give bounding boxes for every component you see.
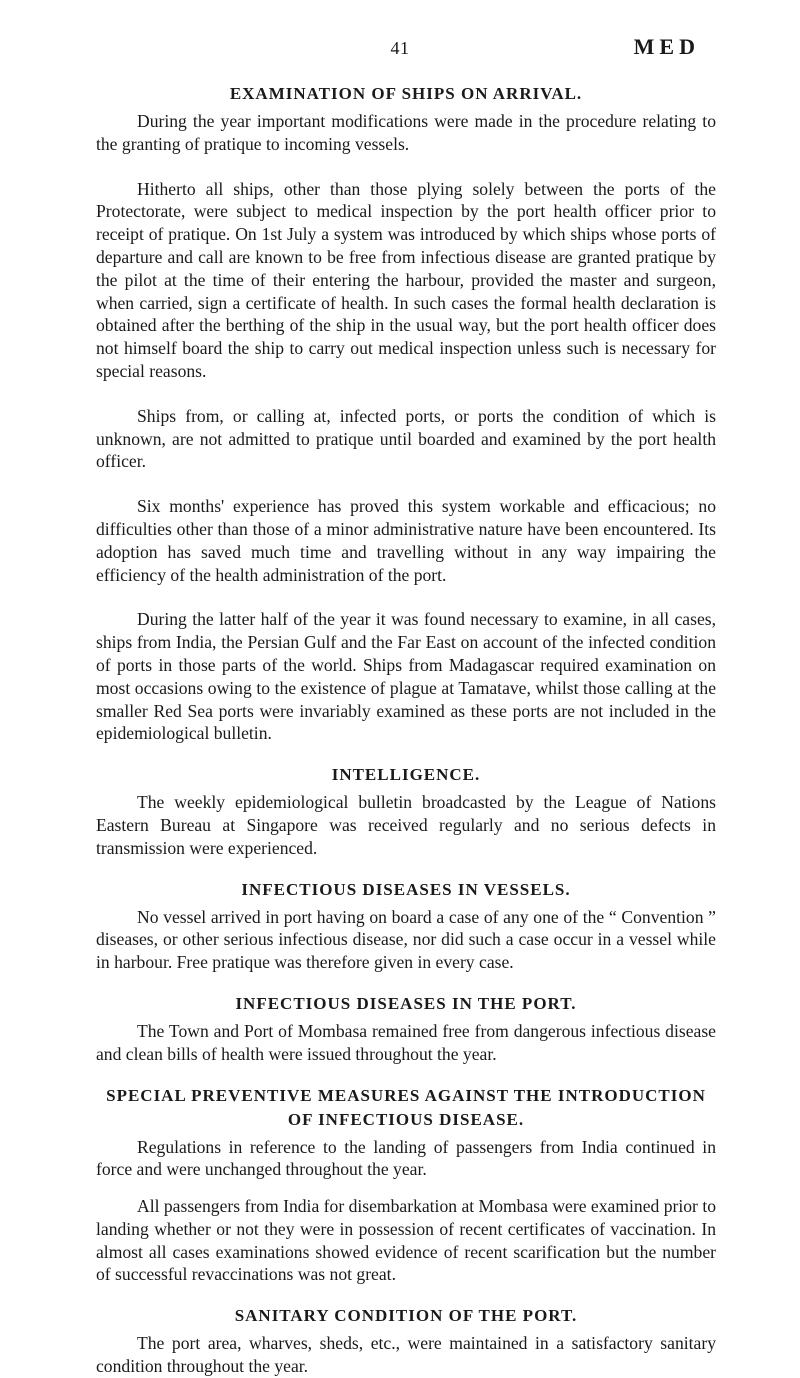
paragraph: The Town and Port of Mombasa remained free from dangerous infectious disease and clean bills of health were issued throughout the year. bbox=[96, 1020, 716, 1064]
section-heading: INTELLIGENCE. bbox=[331, 765, 481, 785]
section-sanitary-condition bbox=[96, 1304, 716, 1378]
section-heading: SANITARY CONDITION OF THE PORT. bbox=[234, 1306, 578, 1326]
paragraph: Hitherto all ships, other than those plying solely between the ports of the Protectorate, were subject to medical inspection by the port health officer prior to receipt of pratique. On 1st July a system was introduced by which ships whose ports of departure and call are known to be free from infectious disease are granted pratique by the pilot at the time of their entering the harbour, provided the master and surgeon, when carried, sign a certificate of health. In such cases the formal health declaration is obtained after the berthing of the ship in the usual way, but the port health officer does not himself board the ship to carry out medical inspection unless such is necessary for special reasons. bbox=[96, 178, 716, 381]
section-heading: EXAMINATION OF SHIPS ON ARRIVAL. bbox=[229, 84, 583, 103]
paragraph: All passengers from India for disembarkation at Mombasa were examined prior to landing whether or not they were in possession of recent certificates of vaccination. In almost all cases examinations showed evidence of recent scarification but the number of successful revaccinations was not great. bbox=[96, 1196, 716, 1285]
paragraph: Ships from, or calling at, infected ports, or ports the condition of which is unknown, are not admitted to pratique until boarded and examined by the port health officer. bbox=[96, 405, 716, 472]
section-heading: INFECTIOUS DISEASES IN VESSELS. bbox=[241, 879, 571, 899]
paragraph: The port area, wharves, sheds, etc., were maintained in a satisfactory sanitary condition throughout the year. bbox=[96, 1333, 716, 1377]
section-infectious-diseases-in-vessels bbox=[96, 878, 716, 974]
page-content bbox=[96, 82, 716, 1378]
section-heading: INFECTIOUS DISEASES IN THE PORT. bbox=[235, 993, 577, 1013]
section-special-preventive-measures bbox=[96, 1084, 716, 1287]
section-infectious-diseases-in-port bbox=[96, 992, 716, 1066]
section-intelligence bbox=[96, 763, 716, 859]
paragraph: During the latter half of the year it was found necessary to examine, in all cases, ships from India, the Persian Gulf and the Far East on account of the infected condition of ports in those parts of the world. Ships from Madagascar required examination on most occasions owing to the existence of plague at Tamatave, whilst those calling at the smaller Red Sea ports were invariably examined as these ports are not included in the epidemiological bulletin. bbox=[96, 609, 716, 744]
paragraph: Regulations in reference to the landing of passengers from India continued in force and were unchanged throughout the year. bbox=[96, 1136, 716, 1180]
section-heading: SPECIAL PREVENTIVE MEASURES AGAINST THE INTRODUCTION OF INFECTIOUS DISEASE. bbox=[106, 1085, 706, 1129]
paragraph: The weekly epidemiological bulletin broadcasted by the League of Nations Eastern Bureau at Singapore was received regularly and no serious defects in transmission were experienced. bbox=[96, 792, 716, 858]
paragraph: No vessel arrived in port having on board a case of any one of the “ Convention ” diseases, or other serious infectious disease, nor did such a case occur in a vessel while in harbour. Free pratique was therefore given in every case. bbox=[96, 906, 716, 973]
paragraph: During the year important modifications were made in the procedure relating to the granting of pratique to incoming vessels. bbox=[96, 111, 716, 154]
section-examination-of-ships bbox=[96, 82, 716, 745]
running-head: MED bbox=[633, 34, 700, 59]
paragraph: Six months' experience has proved this system workable and efficacious; no difficulties other than those of a minor administrative nature have been encountered. Its adoption has saved much time and travelling without in any way impairing the efficiency of the health administration of the port. bbox=[96, 496, 716, 585]
page-number: 41 bbox=[390, 38, 410, 58]
